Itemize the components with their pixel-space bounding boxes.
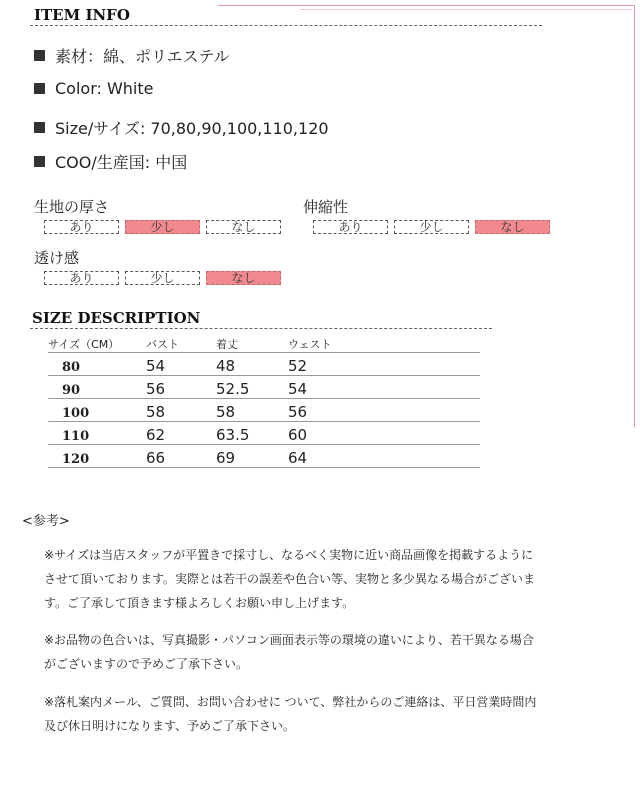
table-row xyxy=(48,399,480,422)
cell-bust: 56 xyxy=(146,376,216,399)
stretch-option-yes: あり xyxy=(313,220,388,234)
cell-bust: 58 xyxy=(146,399,216,422)
cell-length: 52.5 xyxy=(216,376,288,399)
table-row xyxy=(48,445,480,468)
thickness-option-little-selected: 少し xyxy=(125,220,200,234)
cell-size: 100 xyxy=(48,399,146,422)
note-paragraph-contact: ※落札案内メール、ご質問、お問い合わせに ついて、弊社からのご連絡は、平日営業時間内及び休日明けになります、予めご了承下さい。 xyxy=(44,695,537,733)
header-length: 着丈 xyxy=(216,336,288,353)
cell-length: 48 xyxy=(216,353,288,376)
info-row-text: Size/サイズ: 70,80,90,100,110,120 xyxy=(55,119,329,138)
header-size: サイズ（CM） xyxy=(48,336,146,353)
square-bullet-icon xyxy=(34,83,45,94)
size-table xyxy=(48,336,480,468)
cell-size: 110 xyxy=(48,422,146,445)
header-bust: バスト xyxy=(146,336,216,353)
cell-waist: 56 xyxy=(288,399,480,422)
sheer-label: 透け感 xyxy=(34,249,80,267)
stretch-options xyxy=(313,220,550,234)
sheer-option-yes: あり xyxy=(44,271,119,285)
stretch-option-little: 少し xyxy=(394,220,469,234)
info-row-color xyxy=(34,79,154,98)
table-row xyxy=(48,422,480,445)
item-info-title: ITEM INFO xyxy=(34,6,130,24)
stretch-option-no-selected: なし xyxy=(475,220,550,234)
sheer-option-little: 少し xyxy=(125,271,200,285)
size-table-header-row xyxy=(48,336,480,353)
cell-bust: 66 xyxy=(146,445,216,468)
notes-title: <参考> xyxy=(22,514,70,529)
thickness-option-no: なし xyxy=(206,220,281,234)
cell-bust: 62 xyxy=(146,422,216,445)
info-row-text: Color: White xyxy=(55,79,154,98)
cell-size: 120 xyxy=(48,445,146,468)
square-bullet-icon xyxy=(34,156,45,167)
cell-length: 63.5 xyxy=(216,422,288,445)
thickness-option-yes: あり xyxy=(44,220,119,234)
info-row-text: 素材：綿、ポリエステル xyxy=(55,47,230,66)
sheer-options xyxy=(44,271,281,285)
note-paragraph-color: ※お品物の色合いは、写真撮影・パソコン画面表示等の環境の違いにより、若干異なる場合がございますので予めご了承下さい。 xyxy=(44,633,534,671)
cell-waist: 54 xyxy=(288,376,480,399)
info-row-text: COO/生産国: 中国 xyxy=(55,153,188,172)
cell-bust: 54 xyxy=(146,353,216,376)
size-description-divider xyxy=(30,328,492,329)
cell-length: 69 xyxy=(216,445,288,468)
square-bullet-icon xyxy=(34,50,45,61)
info-row-coo xyxy=(34,150,187,173)
sheer-option-no-selected: なし xyxy=(206,271,281,285)
thickness-options xyxy=(44,220,281,234)
decor-line-right xyxy=(634,5,635,427)
table-row xyxy=(48,353,480,376)
cell-waist: 60 xyxy=(288,422,480,445)
cell-length: 58 xyxy=(216,399,288,422)
thickness-label: 生地の厚さ xyxy=(34,198,110,216)
item-info-divider xyxy=(30,25,542,26)
decor-line-top xyxy=(218,5,634,6)
info-row-material xyxy=(34,44,230,67)
square-bullet-icon xyxy=(34,122,45,133)
cell-waist: 52 xyxy=(288,353,480,376)
cell-waist: 64 xyxy=(288,445,480,468)
note-paragraph-size: ※サイズは当店スタッフが平置きで採寸し、なるべく実物に近い商品画像を掲載するようにさせて頂いております。実際とは若干の誤差や色合い等、実物と多少異なる場合がございます。ご了承して頂きます様よろしくお願い申し上げます。 xyxy=(44,548,536,610)
cell-size: 80 xyxy=(48,353,146,376)
header-waist: ウェスト xyxy=(288,336,480,353)
table-row xyxy=(48,376,480,399)
decor-line-top-inner xyxy=(300,9,632,10)
stretch-label: 伸縮性 xyxy=(303,198,349,216)
cell-size: 90 xyxy=(48,376,146,399)
info-row-size xyxy=(34,116,329,139)
size-description-title: SIZE DESCRIPTION xyxy=(32,309,201,327)
